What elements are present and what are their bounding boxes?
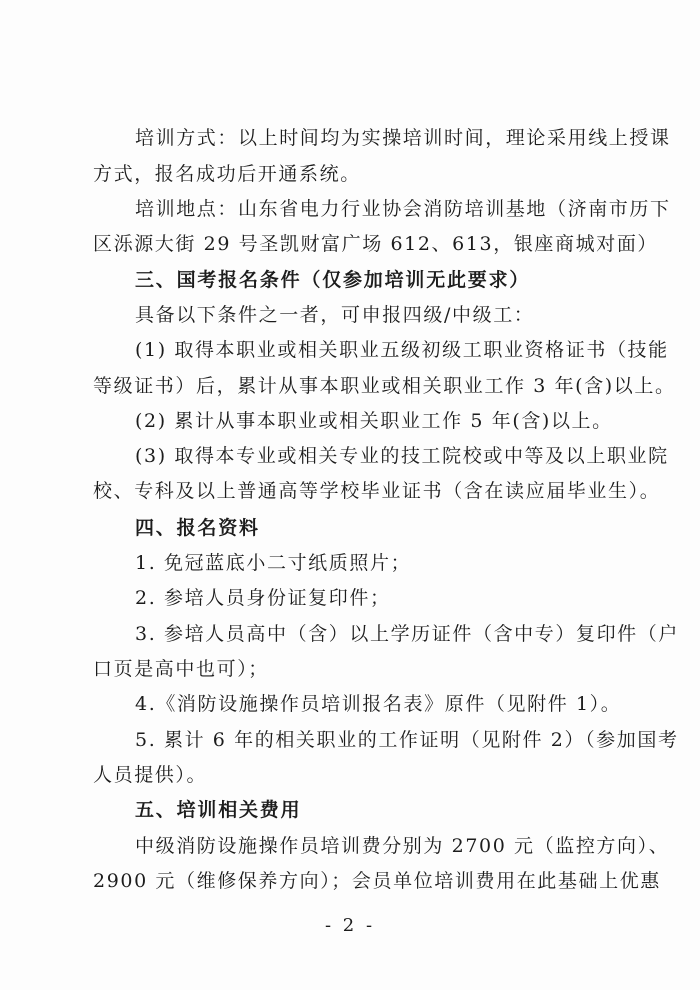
material-item-5-line-1: 5. 累计 6 年的相关职业的工作证明（见附件 2）（参加国考: [135, 729, 679, 751]
material-item-4: 4.《消防设施操作员培训报名表》原件（见附件 1）。: [135, 693, 622, 715]
condition-1-line-1: (1) 取得本职业或相关职业五级初级工职业资格证书（技能: [135, 339, 669, 361]
section-heading-3: 三、国考报名条件（仅参加培训无此要求）: [135, 269, 531, 291]
training-location-line-2: 区泺源大街 29 号圣凯财富广场 612、613，银座商城对面）: [93, 233, 659, 255]
training-method-line-1: 培训方式：以上时间均为实操培训时间，理论采用线上授课: [135, 127, 671, 149]
fee-line-1: 中级消防设施操作员培训费分别为 2700 元（监控方向）、: [135, 835, 670, 857]
training-location-line-1: 培训地点：山东省电力行业协会消防培训基地（济南市历下: [135, 198, 671, 220]
condition-1-line-2: 等级证书）后，累计从事本职业或相关职业工作 3 年(含)以上。: [93, 375, 676, 397]
material-item-5-line-2: 人员提供）。: [93, 764, 208, 786]
eligibility-intro: 具备以下条件之一者，可申报四级/中级工：: [135, 304, 535, 326]
material-item-3-line-1: 3. 参培人员高中（含）以上学历证件（含中专）复印件（户: [135, 623, 679, 645]
section-heading-5: 五、培训相关费用: [135, 799, 302, 821]
fee-line-2: 2900 元（维修保养方向）；会员单位培训费用在此基础上优惠: [93, 870, 661, 892]
condition-3-line-2: 校、专科及以上普通高等学校毕业证书（含在读应届毕业生）。: [93, 480, 661, 502]
condition-3-line-1: (3) 取得本专业或相关专业的技工院校或中等及以上职业院: [135, 445, 669, 467]
material-item-3-line-2: 口页是高中也可）；: [93, 658, 269, 680]
condition-2: (2) 累计从事本职业或相关职业工作 5 年(含)以上。: [135, 410, 613, 432]
page-number: - 2 -: [324, 915, 376, 936]
material-item-2: 2. 参培人员身份证复印件；: [135, 587, 391, 609]
material-item-1: 1. 免冠蓝底小二寸纸质照片；: [135, 552, 412, 574]
section-heading-4: 四、报名资料: [135, 517, 260, 539]
training-method-line-2: 方式，报名成功后开通系统。: [93, 163, 361, 185]
